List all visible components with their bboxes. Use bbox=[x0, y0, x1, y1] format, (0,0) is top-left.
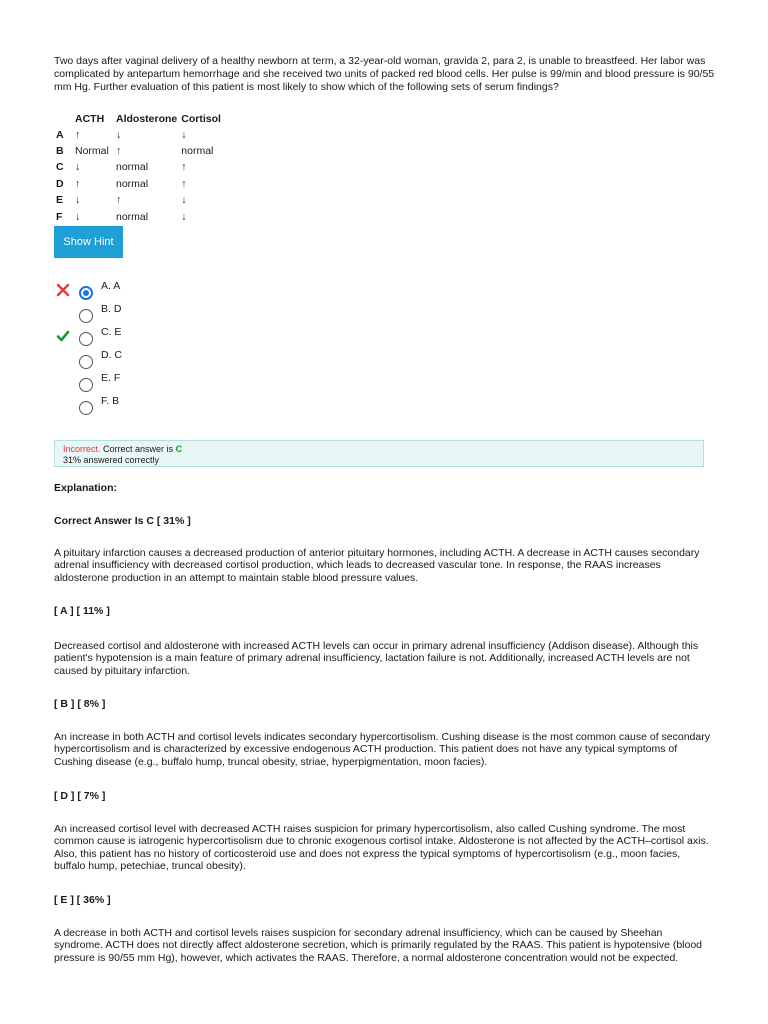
incorrect-x-icon bbox=[56, 283, 70, 297]
table-row bbox=[56, 160, 225, 176]
result-status: Incorrect. bbox=[63, 444, 101, 454]
answer-radio[interactable] bbox=[79, 286, 93, 300]
correct-answer-heading: Correct Answer Is C [ 31% ] bbox=[54, 515, 191, 527]
result-line bbox=[63, 444, 695, 455]
table-cell: ↓ bbox=[116, 128, 122, 141]
table-cell: ↓ bbox=[75, 210, 81, 223]
answer-stats: 31% answered correctly bbox=[63, 454, 160, 465]
table-row bbox=[56, 209, 225, 225]
option-a-heading: [ A ] [ 11% ] bbox=[54, 605, 110, 617]
findings-table bbox=[56, 111, 225, 225]
answer-option-label: B. D bbox=[101, 303, 122, 315]
answer-radio[interactable] bbox=[79, 309, 93, 323]
row-label: C bbox=[56, 161, 64, 174]
table-cell: ↑ bbox=[181, 161, 187, 174]
answer-radio[interactable] bbox=[79, 401, 93, 415]
table-cell: ↓ bbox=[75, 194, 81, 207]
table-cell: ↓ bbox=[181, 194, 187, 207]
answer-radio[interactable] bbox=[79, 355, 93, 369]
table-cell: ↓ bbox=[181, 128, 187, 141]
table-cell: normal bbox=[116, 177, 149, 190]
question-stem: Two days after vaginal delivery of a healthy newborn at term, a 32-year-old woman, gravida 2, para 2, is unable to breastfeed. Her labor was complicated by antepartum hemorrhage and she received two units of packed red blood cells. Her pulse is 99/min and blood pressure is 90/55 mm Hg. Further evaluation of this patient is most likely to show which of the following sets of serum findings? bbox=[54, 55, 715, 93]
table-row bbox=[56, 176, 225, 192]
table-row bbox=[56, 143, 225, 159]
table-header-cortisol: Cortisol bbox=[181, 112, 221, 125]
row-label: F bbox=[56, 210, 63, 223]
explanation-title: Explanation: bbox=[54, 482, 118, 494]
table-cell: ↓ bbox=[181, 210, 187, 223]
answer-option-label: D. C bbox=[101, 349, 123, 361]
option-e-heading: [ E ] [ 36% ] bbox=[54, 894, 111, 906]
table-header-aldosterone: Aldosterone bbox=[116, 112, 178, 125]
answer-option-label: A. A bbox=[101, 280, 121, 292]
option-b-explanation: An increase in both ACTH and cortisol levels indicates secondary hypercortisolism. Cushing disease is the most common cause of secondary hypercortisolism and is characterized by excessive endogenous ACTH production. This patient does not have any typical symptoms of Cushing disease (e.g., buffalo hump, truncal obesity, striae, hyperpigmentation, moon facies). bbox=[54, 731, 710, 768]
row-label: A bbox=[56, 128, 64, 141]
answer-radio[interactable] bbox=[79, 332, 93, 346]
table-row bbox=[56, 127, 225, 143]
answer-option-d[interactable] bbox=[54, 349, 354, 369]
table-cell: ↑ bbox=[116, 145, 122, 158]
row-label: E bbox=[56, 194, 64, 207]
findings-table-header bbox=[56, 111, 225, 127]
answer-option-label: C. E bbox=[101, 326, 122, 338]
correct-answer-prefix: Correct answer is bbox=[103, 444, 174, 454]
answer-radio[interactable] bbox=[79, 378, 93, 392]
table-row bbox=[56, 193, 225, 209]
table-cell: ↓ bbox=[75, 161, 81, 174]
option-d-heading: [ D ] [ 7% ] bbox=[54, 790, 106, 802]
table-cell: normal bbox=[181, 145, 214, 158]
table-cell: normal bbox=[116, 210, 149, 223]
table-cell: ↑ bbox=[75, 128, 81, 141]
option-a-explanation: Decreased cortisol and aldosterone with increased ACTH levels can occur in primary adrenal insufficiency (Addison disease). Although this patient's hypotension is a main feature of primary adrenal insufficiency, lactation failure is not. Additionally, increased ACTH levels are not caused by pituitary infarction. bbox=[54, 640, 699, 677]
option-b-heading: [ B ] [ 8% ] bbox=[54, 698, 106, 710]
answer-option-a[interactable] bbox=[54, 280, 354, 300]
correct-answer-explanation: A pituitary infarction causes a decreased production of anterior pituitary hormones, including ACTH. A decrease in ACTH causes secondary adrenal insufficiency with decreased cortisol production, which leads to decreased vascular tone. In response, the RAAS increases aldosterone production in an attempt to maintain stable blood pressure values. bbox=[54, 547, 700, 584]
option-d-explanation: An increased cortisol level with decreased ACTH raises suspicion for primary hypercortisolism, also called Cushing syndrome. The most common cause is iatrogenic hypercortisolism due to chronic exogenous cortisol intake. Aldosterone is not affected by the ACTH–cortisol axis. Also, this patient has no history of corticosteroid use and does not express the typical symptoms of hypercortisolism (e.g., moon facies, buffalo hump, petechiae, truncal obesity). bbox=[54, 823, 709, 873]
answer-option-label: E. F bbox=[101, 372, 121, 384]
answer-option-b[interactable] bbox=[54, 303, 354, 323]
table-cell: ↑ bbox=[181, 177, 187, 190]
table-cell: Normal bbox=[75, 145, 109, 158]
answer-option-e[interactable] bbox=[54, 372, 354, 392]
row-label: B bbox=[56, 145, 64, 158]
answer-option-c[interactable] bbox=[54, 326, 354, 346]
table-header-cell bbox=[56, 111, 75, 127]
table-cell: ↑ bbox=[116, 194, 122, 207]
show-hint-button[interactable]: Show Hint bbox=[54, 226, 123, 258]
table-header-acth: ACTH bbox=[75, 112, 105, 125]
correct-check-icon bbox=[56, 329, 70, 343]
result-feedback-box bbox=[54, 440, 704, 467]
answer-option-label: F. B bbox=[101, 395, 120, 407]
table-cell: ↑ bbox=[75, 177, 81, 190]
answer-option-f[interactable] bbox=[54, 395, 354, 415]
table-cell: normal bbox=[116, 161, 149, 174]
row-label: D bbox=[56, 177, 64, 190]
option-e-explanation: A decrease in both ACTH and cortisol levels raises suspicion for secondary adrenal insufficiency, which can be caused by Sheehan syndrome. ACTH does not directly affect aldosterone secretion, which is primarily regulated by the RAAS. This patient is hypotensive (blood pressure is 90/55 mm Hg), however, which activates the RAAS. Therefore, a normal aldosterone concentration would not be expected. bbox=[54, 927, 703, 964]
correct-answer-letter: C bbox=[175, 444, 183, 454]
